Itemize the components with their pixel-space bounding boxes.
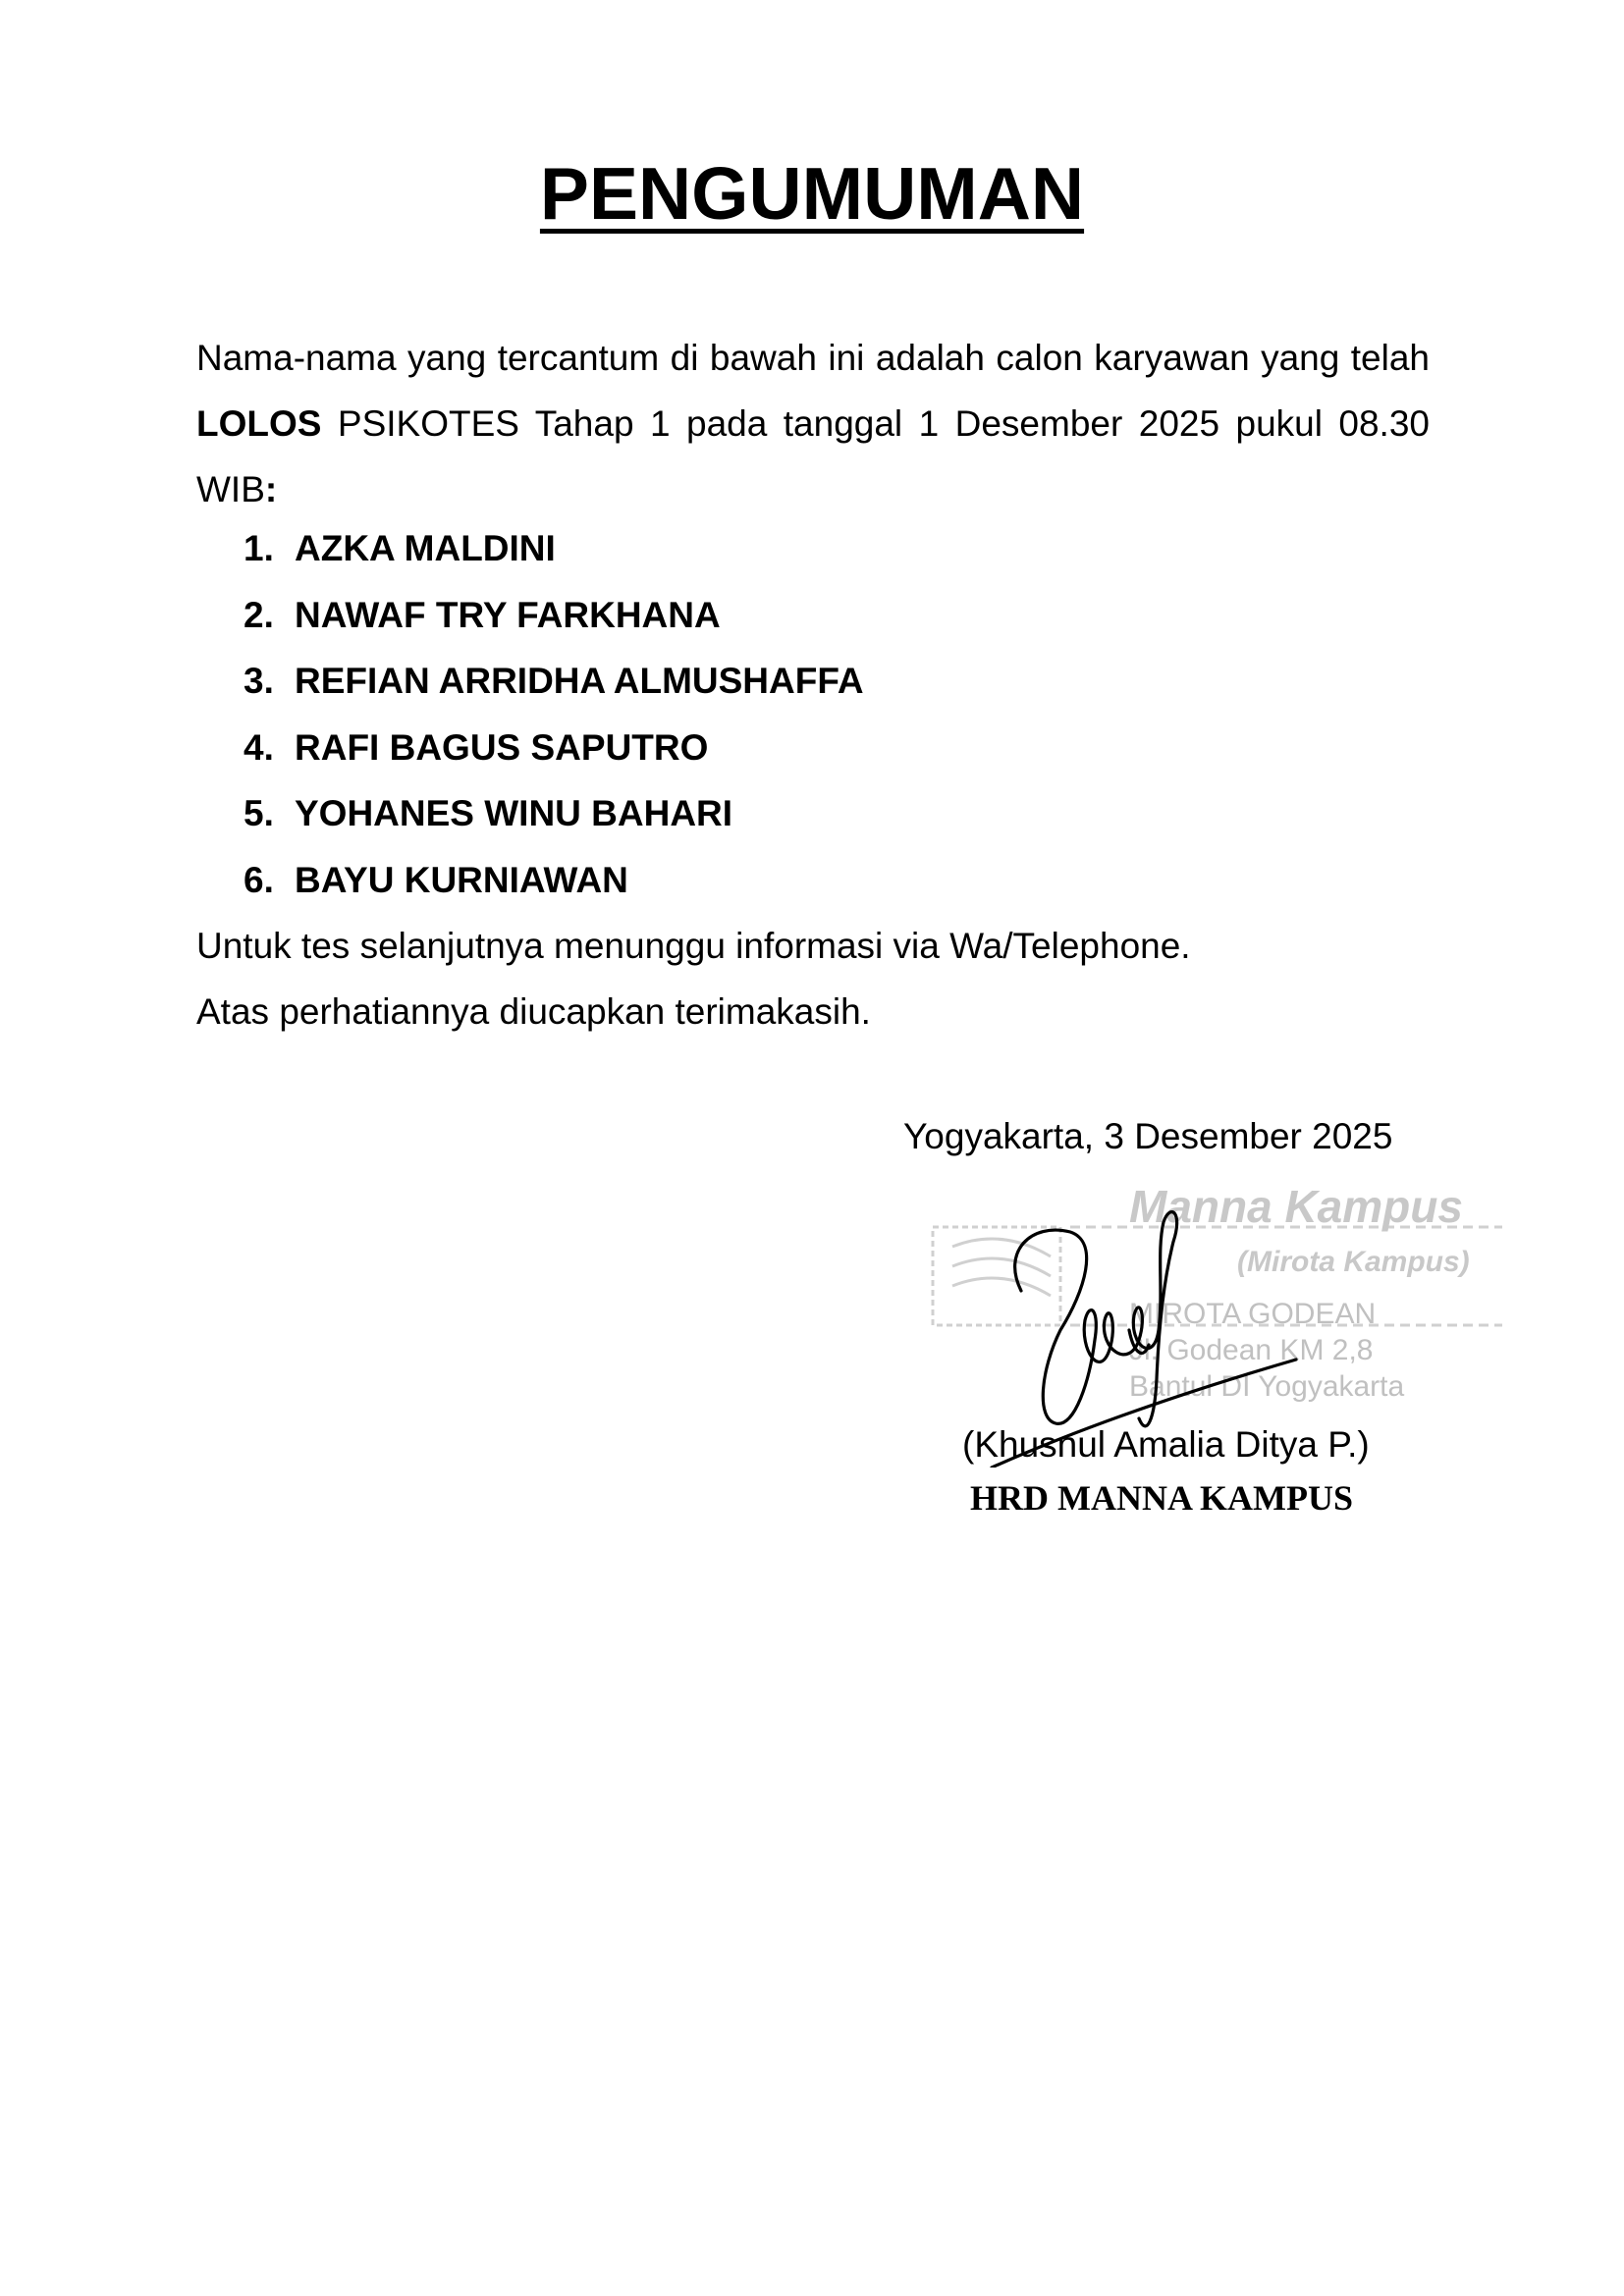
list-item: 4. RAFI BAGUS SAPUTRO <box>244 715 864 781</box>
stamp-line-2: Jl. Godean KM 2,8 <box>1129 1334 1374 1366</box>
closing-line-2: Atas perhatiannya diucapkan terimakasih. <box>196 991 871 1032</box>
intro-text-1: Nama-nama yang tercantum di bawah ini adalah calon karyawan yang telah <box>196 338 1430 378</box>
place-date: Yogyakarta, 3 Desember 2025 <box>903 1116 1393 1156</box>
name-text: YOHANES WINU BAHARI <box>295 793 733 833</box>
list-item: 6. BAYU KURNIAWAN <box>244 847 864 914</box>
stamp-brand: Manna Kampus <box>1129 1181 1463 1232</box>
name-list <box>244 515 864 913</box>
signer-title: HRD MANNA KAMPUS <box>970 1478 1353 1518</box>
name-text: AZKA MALDINI <box>295 528 556 568</box>
name-text: RAFI BAGUS SAPUTRO <box>295 726 709 768</box>
stamp-line-1: MIROTA GODEAN <box>1129 1298 1377 1330</box>
list-item: 3. REFIAN ARRIDHA ALMUSHAFFA <box>244 648 864 715</box>
name-text: BAYU KURNIAWAN <box>295 859 628 900</box>
closing-line-1: Untuk tes selanjutnya menunggu informasi via Wa/Telephone. <box>196 926 1191 966</box>
list-item: 5. YOHANES WINU BAHARI <box>244 780 864 847</box>
signer-name: (Khusnul Amalia Ditya P.) <box>962 1424 1370 1465</box>
stamp-line-3: Bantul DI Yogyakarta <box>1129 1370 1405 1403</box>
intro-text-2: PSIKOTES Tahap 1 pada tanggal 1 Desember 2025 pukul 08.30 WIB <box>196 403 1430 509</box>
list-item: 2. NAWAF TRY FARKHANA <box>244 582 864 649</box>
stamp-sub: (Mirota Kampus) <box>1237 1246 1470 1278</box>
intro-colon: : <box>264 469 278 509</box>
intro-paragraph <box>196 325 1430 522</box>
closing-text <box>196 913 1191 1044</box>
intro-bold-lolos: LOLOS <box>196 403 322 444</box>
name-text: REFIAN ARRIDHA ALMUSHAFFA <box>295 661 864 701</box>
page-title: PENGUMUMAN <box>539 152 1085 235</box>
list-item: 1. AZKA MALDINI <box>244 515 864 582</box>
name-text: NAWAF TRY FARKHANA <box>295 594 721 635</box>
